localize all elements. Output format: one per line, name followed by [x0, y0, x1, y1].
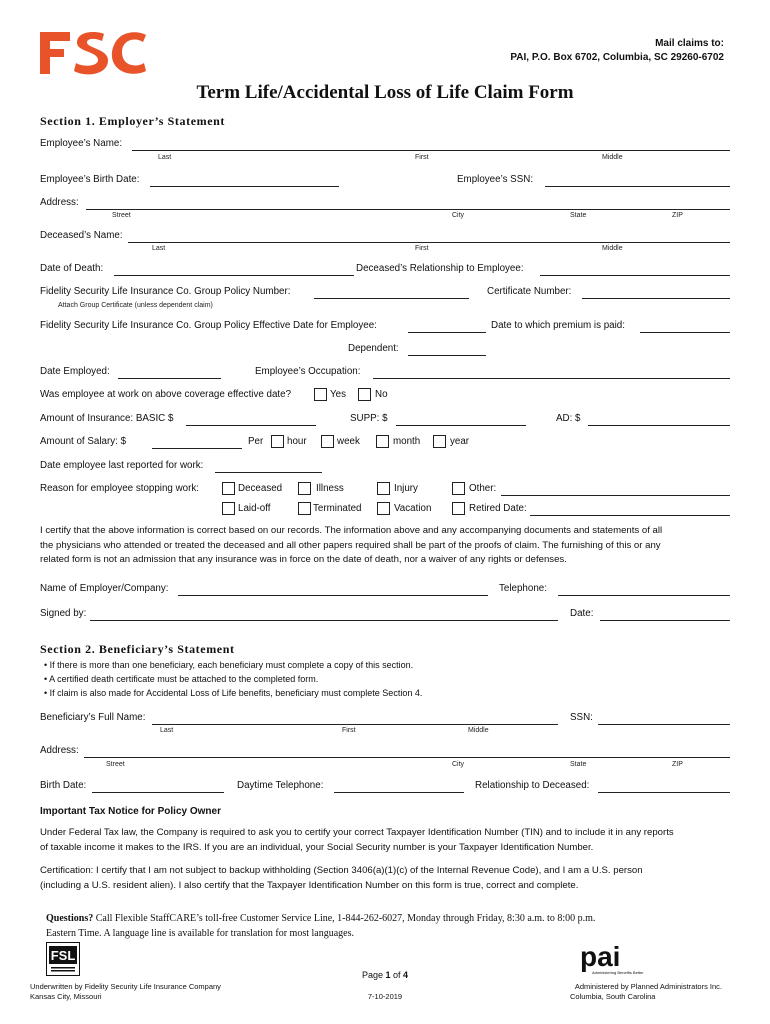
tax-p1-line-1: Under Federal Tax law, the Company is required to ask you to certify your correct Taxpayer Identification Number (TIN) and to include it in any reports — [40, 827, 674, 838]
effective-date-field[interactable] — [408, 332, 486, 333]
section2-heading: Section 2. Beneficiary’s Statement — [40, 642, 235, 656]
retired-label: Retired Date: — [469, 503, 527, 514]
deceased-checkbox[interactable] — [222, 482, 235, 495]
fsc-logo — [40, 30, 148, 79]
page-of: of — [390, 970, 404, 980]
address-city: City — [452, 212, 465, 219]
beneficiary-address-field[interactable] — [84, 757, 730, 758]
columbia-text: Columbia, South Carolina — [570, 992, 656, 1001]
beneficiary-last: Last — [160, 727, 174, 734]
year-checkbox[interactable] — [433, 435, 446, 448]
salary-label: Amount of Salary: $ — [40, 436, 127, 447]
dependent-field[interactable] — [408, 355, 486, 356]
amount-basic-label: Amount of Insurance: BASIC $ — [40, 413, 174, 424]
tax-paragraph-2 — [40, 864, 740, 893]
beneficiary-ssn-field[interactable] — [598, 724, 730, 725]
last-reported-field[interactable] — [215, 472, 322, 473]
beneficiary-birth-label: Birth Date: — [40, 780, 87, 791]
date-of-death-field[interactable] — [114, 275, 354, 276]
birth-date-field[interactable] — [150, 186, 339, 187]
ssn-label: Employee’s SSN: — [457, 174, 534, 185]
tax-p2-line-1: Certification: I certify that I am not subject to backup withholding (Section 3406(a)(1)(c) of the Internal Revenue Code), and I am a U.S. person — [40, 865, 643, 876]
deceased-name-field[interactable] — [128, 242, 730, 243]
occupation-label: Employee’s Occupation: — [255, 366, 361, 377]
salary-field[interactable] — [152, 448, 242, 449]
certify-line-1: I certify that the above information is correct based on our records. The information above and any accompanying documents and statements of all — [40, 525, 663, 536]
beneficiary-address-label: Address: — [40, 745, 79, 756]
beneficiary-relationship-label: Relationship to Deceased: — [475, 780, 590, 791]
effective-date-label: Fidelity Security Life Insurance Co. Group Policy Effective Date for Employee: — [40, 320, 377, 331]
ssn-field[interactable] — [545, 186, 730, 187]
form-title: Term Life/Accidental Loss of Life Claim Form — [196, 82, 574, 103]
deceased-name-middle: Middle — [602, 245, 623, 252]
tax-p1-line-2: of taxable income it makes to the IRS. If you are an individual, your Social Security number is your Taxpayer Identification Number. — [40, 841, 594, 853]
beneficiary-zip: ZIP — [672, 761, 683, 768]
no-label: No — [375, 389, 388, 400]
ad-label: AD: $ — [556, 413, 581, 424]
month-checkbox[interactable] — [376, 435, 389, 448]
beneficiary-name-label: Beneficiary’s Full Name: — [40, 712, 146, 723]
deceased-name-first: First — [415, 245, 429, 252]
questions-label: Questions? — [46, 913, 94, 924]
at-work-question: Was employee at work on above coverage effective date? — [40, 389, 292, 400]
kansas-city-text: Kansas City, Missouri — [30, 992, 102, 1001]
beneficiary-state: State — [570, 761, 587, 768]
underwritten-text: Underwritten by Fidelity Security Life Insurance Company — [30, 982, 221, 991]
illness-label: Illness — [316, 483, 344, 494]
week-checkbox[interactable] — [321, 435, 334, 448]
month-label: month — [393, 436, 421, 447]
occupation-field[interactable] — [373, 378, 730, 379]
year-label: year — [450, 436, 470, 447]
supp-label: SUPP: $ — [350, 413, 388, 424]
beneficiary-street: Street — [106, 761, 125, 768]
date-employed-field[interactable] — [118, 378, 221, 379]
address-field[interactable] — [86, 209, 730, 210]
yes-checkbox[interactable] — [314, 388, 327, 401]
birth-date-label: Employee’s Birth Date: — [40, 174, 140, 185]
page-prefix: Page — [361, 970, 386, 980]
form-date: 7-10-2019 — [367, 992, 403, 1001]
employee-name-last: Last — [158, 154, 172, 161]
bullet-2: • A certified death certificate must be attached to the completed form. — [44, 674, 319, 684]
questions-line-1 — [46, 913, 595, 924]
signed-by-field[interactable] — [90, 620, 558, 621]
questions-text-1: Call Flexible StaffCARE’s toll-free Customer Service Line, 1-844-262-6027, Monday through Friday, 8:30 a.m. to 8:00 p.m. — [93, 913, 596, 924]
employee-name-label: Employee’s Name: — [40, 138, 123, 149]
address-state: State — [570, 212, 587, 219]
signed-by-label: Signed by: — [40, 608, 87, 619]
relationship-field[interactable] — [540, 275, 730, 276]
attach-note: Attach Group Certificate (unless dependent claim) — [58, 302, 213, 309]
certificate-number-label: Certificate Number: — [487, 286, 572, 297]
other-field[interactable] — [501, 495, 730, 496]
daytime-phone-field[interactable] — [334, 792, 464, 793]
certify-paragraph — [40, 524, 740, 568]
tax-p2-line-2: (including a U.S. resident alien). I also certify that the Taxpayer Identification Number on this form is true, correct and complete. — [40, 879, 579, 891]
employer-name-field[interactable] — [178, 595, 488, 596]
page-num: 1 — [385, 970, 391, 980]
certify-line-2: the physicians who attended or treated the deceased and all other papers required shall be part of the proofs of claim. The furnishing of this or any — [40, 539, 661, 551]
beneficiary-middle: Middle — [468, 727, 489, 734]
yes-label: Yes — [330, 389, 346, 400]
premium-date-field[interactable] — [640, 332, 730, 333]
premium-date-label: Date to which premium is paid: — [491, 320, 625, 331]
employee-name-middle: Middle — [602, 154, 623, 161]
page-total: 4 — [403, 970, 409, 980]
hour-checkbox[interactable] — [271, 435, 284, 448]
beneficiary-relationship-field[interactable] — [598, 792, 730, 793]
certify-line-3: related form is not an admission that any insurance was in force on the date of death, nor a waiver of any rights or defenses. — [40, 554, 567, 565]
bullet-1: • If there is more than one beneficiary, each beneficiary must complete a copy of this section. — [44, 660, 414, 670]
telephone-label: Telephone: — [499, 583, 547, 594]
policy-number-label: Fidelity Security Life Insurance Co. Group Policy Number: — [40, 286, 291, 297]
last-reported-label: Date employee last reported for work: — [40, 460, 204, 471]
tax-heading: Important Tax Notice for Policy Owner — [40, 806, 221, 817]
beneficiary-birth-field[interactable] — [92, 792, 224, 793]
deceased-name-label: Deceased’s Name: — [40, 230, 123, 241]
beneficiary-city: City — [452, 761, 465, 768]
relationship-label: Deceased’s Relationship to Employee: — [356, 263, 524, 274]
employee-name-field[interactable] — [132, 150, 730, 151]
bullet-3: • If claim is also made for Accidental Loss of Life benefits, beneficiary must complete Section 4. — [44, 688, 423, 698]
administered-text: Administered by Planned Administrators Inc. — [574, 982, 722, 991]
tax-paragraph-1 — [40, 826, 740, 855]
employee-name-first: First — [415, 154, 429, 161]
deceased-label: Deceased — [238, 483, 283, 494]
date-of-death-label: Date of Death: — [40, 263, 104, 274]
certificate-number-field[interactable] — [582, 298, 730, 299]
daytime-phone-label: Daytime Telephone: — [237, 780, 324, 791]
date-label: Date: — [570, 608, 594, 619]
vacation-checkbox[interactable] — [377, 502, 390, 515]
date-employed-label: Date Employed: — [40, 366, 110, 377]
telephone-field[interactable] — [558, 595, 730, 596]
laid-off-checkbox[interactable] — [222, 502, 235, 515]
dependent-label: Dependent: — [348, 343, 399, 354]
hour-label: hour — [287, 436, 307, 447]
pai-logo-text: pai — [580, 941, 621, 972]
mail-address: PAI, P.O. Box 6702, Columbia, SC 29260-6702 — [510, 52, 724, 63]
mail-label: Mail claims to: — [655, 38, 724, 49]
beneficiary-first: First — [342, 727, 356, 734]
reason-label: Reason for employee stopping work: — [40, 483, 200, 494]
injury-checkbox[interactable] — [377, 482, 390, 495]
address-street: Street — [112, 212, 131, 219]
page-number — [0, 970, 770, 980]
retired-checkbox[interactable] — [452, 502, 465, 515]
other-label: Other: — [469, 483, 497, 494]
per-label: Per — [248, 436, 264, 447]
address-label: Address: — [40, 197, 79, 208]
week-label: week — [337, 436, 360, 447]
section1-heading: Section 1. Employer’s Statement — [40, 114, 226, 128]
supp-field[interactable] — [396, 425, 526, 426]
ad-field[interactable] — [588, 425, 730, 426]
questions-line-2: Eastern Time. A language line is available for translation for most languages. — [46, 928, 354, 939]
retired-date-field[interactable] — [530, 515, 730, 516]
vacation-label: Vacation — [394, 503, 432, 514]
beneficiary-name-field[interactable] — [152, 724, 558, 725]
deceased-name-last: Last — [152, 245, 166, 252]
injury-label: Injury — [394, 483, 418, 494]
pai-logo — [578, 941, 644, 976]
laid-off-label: Laid-off — [238, 503, 271, 514]
date-field[interactable] — [600, 620, 730, 621]
terminated-checkbox[interactable] — [298, 502, 311, 515]
no-checkbox[interactable] — [358, 388, 371, 401]
beneficiary-ssn-label: SSN: — [570, 712, 593, 723]
other-checkbox[interactable] — [452, 482, 465, 495]
address-zip: ZIP — [672, 212, 683, 219]
illness-checkbox[interactable] — [298, 482, 311, 495]
policy-number-field[interactable] — [314, 298, 469, 299]
amount-basic-field[interactable] — [186, 425, 316, 426]
terminated-label: Terminated — [313, 503, 362, 514]
employer-name-label: Name of Employer/Company: — [40, 583, 169, 594]
fsl-logo-text: FSL — [50, 948, 76, 963]
pai-tagline: Administering Benefits Better — [592, 970, 644, 975]
